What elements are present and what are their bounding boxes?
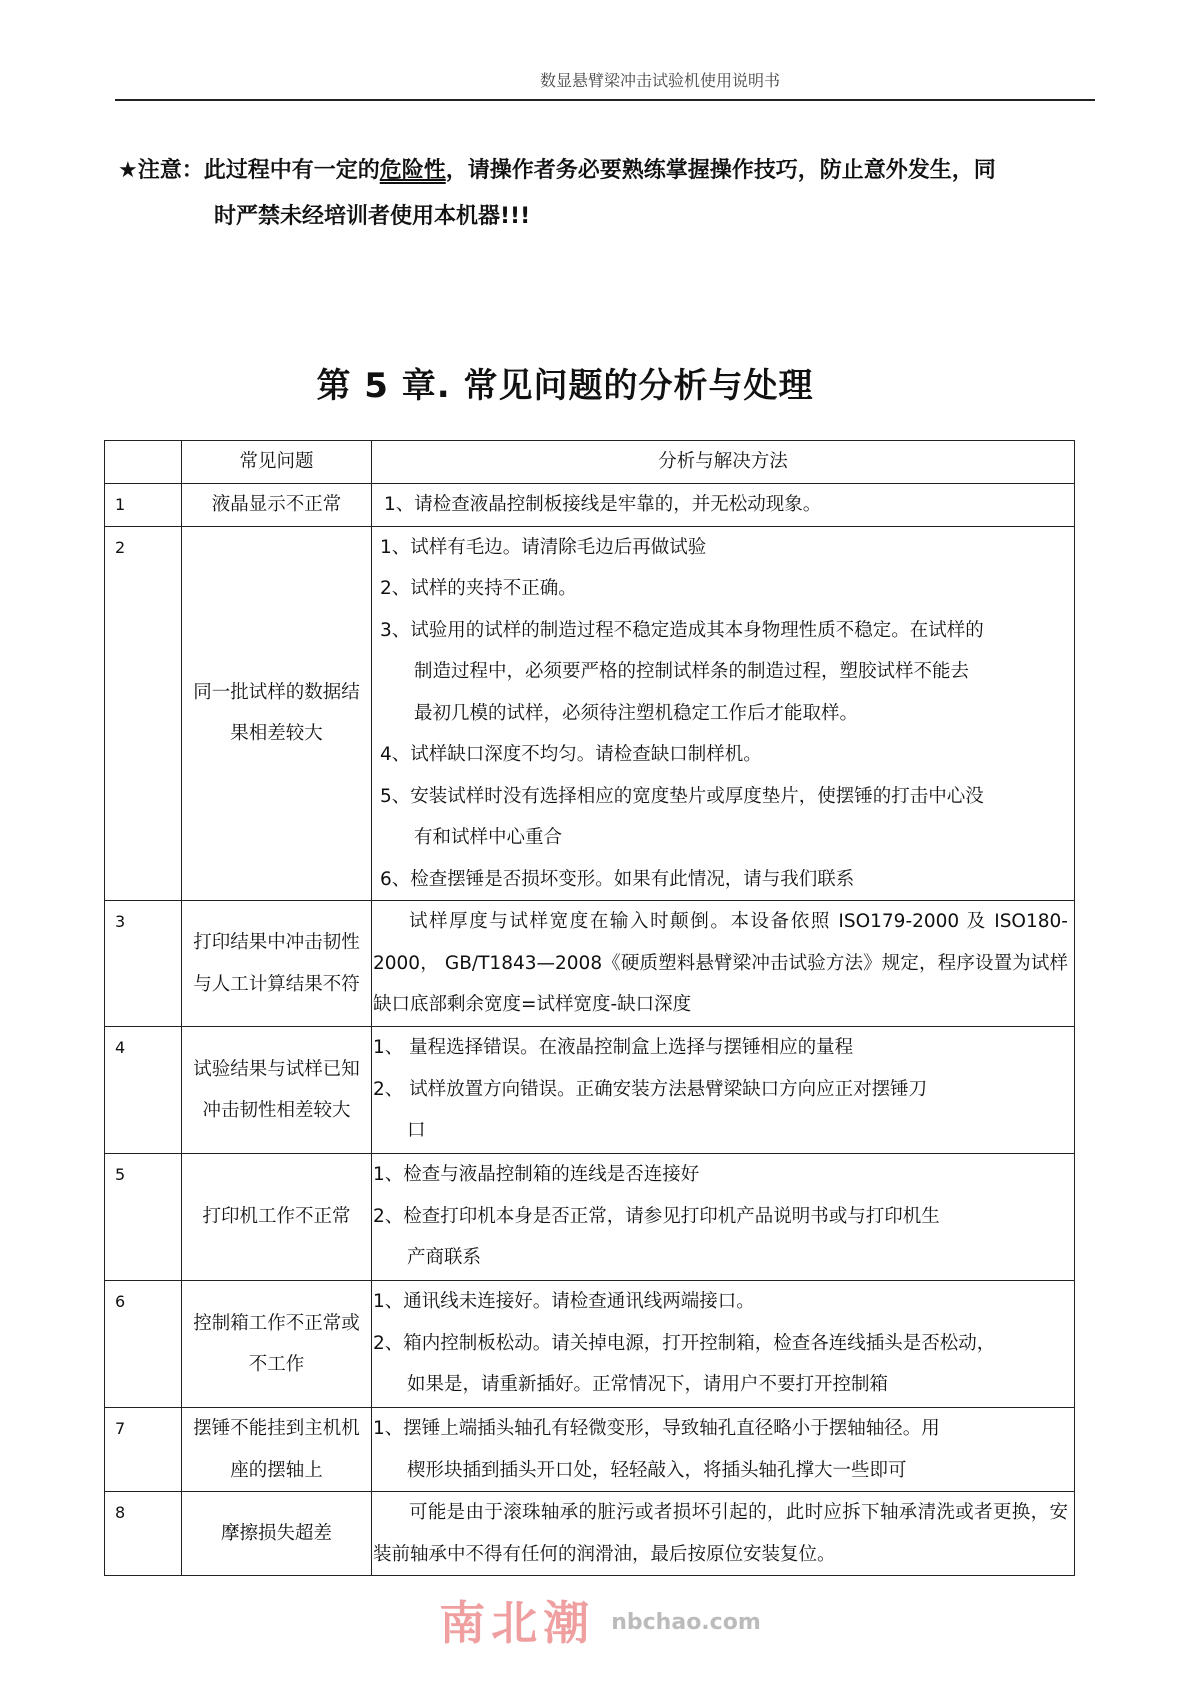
header-no bbox=[105, 441, 182, 484]
table-row bbox=[105, 526, 1075, 901]
solution-line: 1、通讯线未连接好。请检查通讯线两端接口。 bbox=[373, 1291, 755, 1312]
row-solution bbox=[372, 526, 1075, 901]
solution-line: 试样厚度与试样宽度在输入时颠倒。本设备依照 ISO179-2000 及 ISO180-2000， GB/T1843—2008《硬质塑料悬臂梁冲击试验方法》规定，程序设置为试样缺口底部剩余宽度=试样宽度-缺口深度 bbox=[373, 911, 1068, 1015]
row-problem: 液晶显示不正常 bbox=[182, 484, 372, 527]
header-problem: 常见问题 bbox=[182, 441, 372, 484]
solution-line: 2、 试样放置方向错误。正确安装方法悬臂梁缺口方向应正对摆锤刀 bbox=[373, 1078, 928, 1100]
table-row bbox=[105, 1492, 1075, 1576]
row-solution bbox=[372, 1027, 1075, 1154]
row-no: 8 bbox=[105, 1492, 182, 1576]
solution-line: 产商联系 bbox=[407, 1247, 482, 1268]
solution-line: 1、试样有毛边。请清除毛边后再做试验 bbox=[380, 536, 707, 558]
row-no: 6 bbox=[105, 1281, 182, 1408]
solution-line: 4、试样缺口深度不均匀。请检查缺口制样机。 bbox=[380, 744, 762, 765]
row-problem: 同一批试样的数据结果相差较大 bbox=[182, 526, 372, 901]
solution-line: 可能是由于滚珠轴承的脏污或者损坏引起的，此时应拆下轴承清洗或者更换，安装前轴承中不得有任何的润滑油，最后按原位安装复位。 bbox=[373, 1502, 1068, 1565]
safety-notice bbox=[118, 148, 996, 240]
solution-line: 1、 量程选择错误。在液晶控制盒上选择与摆锤相应的量程 bbox=[373, 1037, 854, 1058]
table-row bbox=[105, 484, 1075, 527]
solution-line: 如果是，请重新插好。正常情况下，请用户不要打开控制箱 bbox=[407, 1374, 889, 1395]
row-problem: 试验结果与试样已知冲击韧性相差较大 bbox=[182, 1027, 372, 1154]
solution-line: 3、试验用的试样的制造过程不稳定造成其本身物理性质不稳定。在试样的 bbox=[380, 619, 984, 641]
row-solution bbox=[372, 1492, 1075, 1576]
row-no: 4 bbox=[105, 1027, 182, 1154]
row-problem: 控制箱工作不正常或不工作 bbox=[182, 1281, 372, 1408]
table-row bbox=[105, 1154, 1075, 1281]
notice-rest: ，请操作者务必要熟练掌握操作技巧，防止意外发生，同 bbox=[445, 158, 996, 183]
row-no: 5 bbox=[105, 1154, 182, 1281]
solution-line: 5、安装试样时没有选择相应的宽度垫片或厚度垫片，使摆锤的打击中心没 bbox=[380, 785, 984, 807]
solution-line: 楔形块插到插头开口处，轻轻敲入，将插头轴孔撑大一些即可 bbox=[407, 1459, 907, 1481]
row-no: 3 bbox=[105, 901, 182, 1027]
notice-line2: 时严禁未经培训者使用本机器!!! bbox=[214, 204, 531, 229]
table-row bbox=[105, 1281, 1075, 1408]
row-problem: 打印结果中冲击韧性与人工计算结果不符 bbox=[182, 901, 372, 1027]
solution-line: 6、检查摆锤是否损坏变形。如果有此情况，请与我们联系 bbox=[380, 868, 855, 890]
table-header-row bbox=[105, 441, 1075, 484]
row-problem: 摆锤不能挂到主机机座的摆轴上 bbox=[182, 1408, 372, 1492]
row-solution bbox=[372, 1154, 1075, 1281]
troubleshooting-table bbox=[104, 440, 1075, 1576]
row-no: 1 bbox=[105, 484, 182, 527]
notice-underlined: 危险性 bbox=[379, 158, 446, 183]
row-problem: 打印机工作不正常 bbox=[182, 1154, 372, 1281]
solution-line: 2、试样的夹持不正确。 bbox=[380, 578, 577, 599]
table-row bbox=[105, 901, 1075, 1027]
watermark bbox=[0, 1596, 1200, 1650]
row-solution bbox=[372, 1408, 1075, 1492]
table-row bbox=[105, 1027, 1075, 1154]
row-solution bbox=[372, 484, 1075, 527]
solution-line: 口 bbox=[407, 1120, 426, 1141]
solution-line: 有和试样中心重合 bbox=[414, 827, 563, 848]
row-solution bbox=[372, 901, 1075, 1027]
solution-line: 最初几模的试样，必须待注塑机稳定工作后才能取样。 bbox=[414, 702, 859, 724]
solution-line: 制造过程中，必须要严格的控制试样条的制造过程，塑胶试样不能去 bbox=[414, 661, 970, 682]
table-row bbox=[105, 1408, 1075, 1492]
running-header: 数显悬臂梁冲击试验机使用说明书 bbox=[539, 71, 780, 90]
watermark-logo: 南北潮 bbox=[439, 1596, 596, 1650]
header-divider bbox=[115, 99, 1095, 101]
solution-line: 2、检查打印机本身是否正常，请参见打印机产品说明书或与打印机生 bbox=[373, 1205, 940, 1227]
solution-line: 1、请检查液晶控制板接线是牢靠的，并无松动现象。 bbox=[384, 494, 822, 515]
header-solution: 分析与解决方法 bbox=[372, 441, 1075, 484]
solution-line: 1、检查与液晶控制箱的连线是否连接好 bbox=[373, 1164, 700, 1185]
row-no: 2 bbox=[105, 526, 182, 901]
row-problem: 摩擦损失超差 bbox=[182, 1492, 372, 1576]
notice-prefix: ★注意：此过程中有一定的 bbox=[118, 158, 380, 183]
solution-line: 1、摆锤上端插头轴孔有轻微变形，导致轴孔直径略小于摆轴轴径。用 bbox=[373, 1418, 940, 1439]
solution-line: 2、箱内控制板松动。请关掉电源，打开控制箱，检查各连线插头是否松动， bbox=[373, 1332, 996, 1354]
chapter-title: 第 5 章. 常见问题的分析与处理 bbox=[316, 366, 814, 406]
watermark-url: nbchao.com bbox=[611, 1610, 761, 1635]
row-solution bbox=[372, 1281, 1075, 1408]
row-no: 7 bbox=[105, 1408, 182, 1492]
